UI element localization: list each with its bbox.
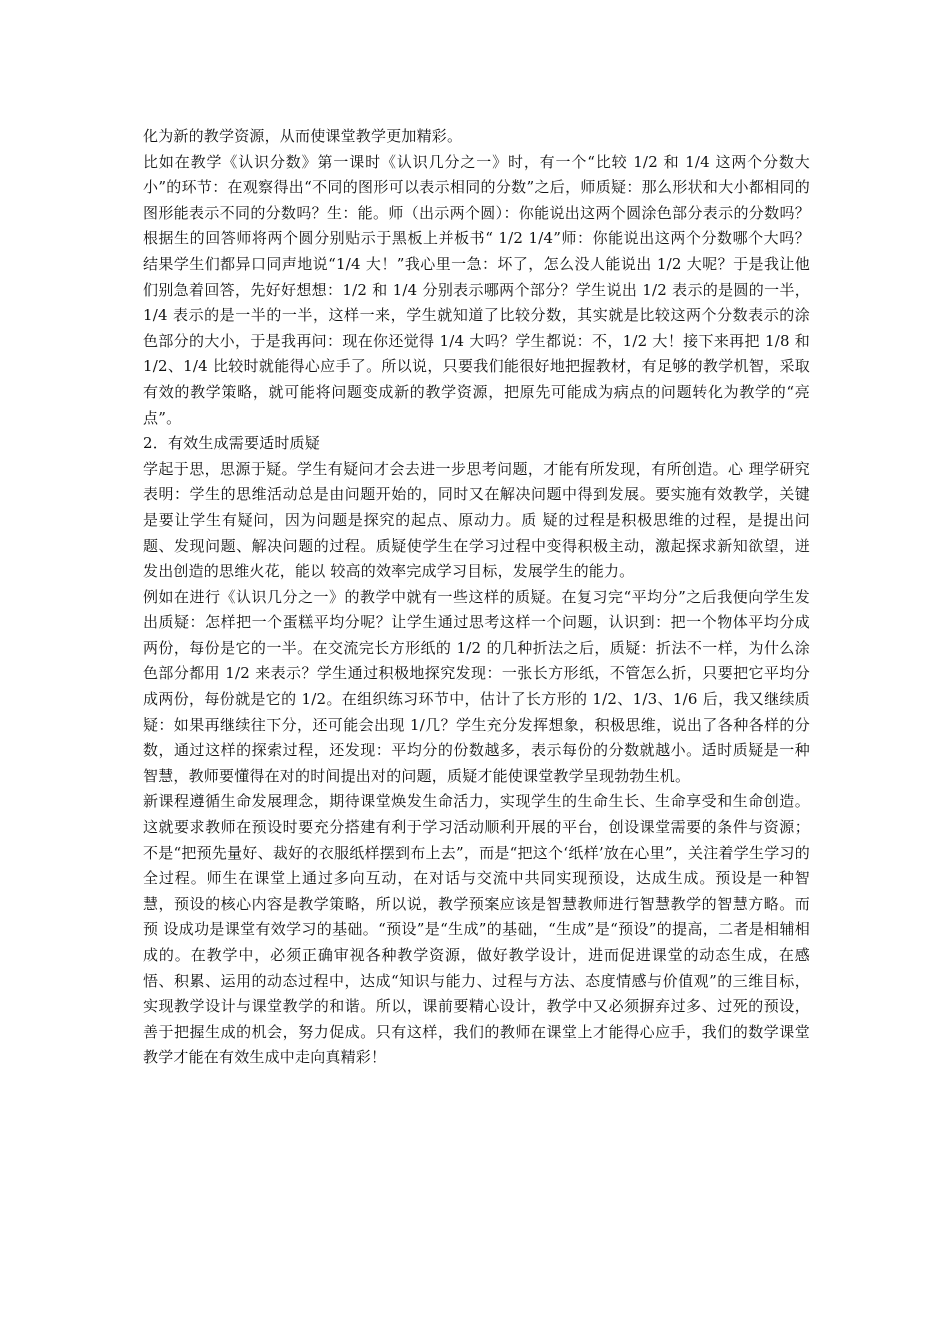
document-body: [143, 124, 810, 1071]
paragraph-questioning-theory: 学起于思，思源于疑。学生有疑问才会去进一步思考问题，才能有所发现，有所创造。心 理学研究表明：学生的思维活动总是由问题开始的，同时又在解决问题中得到发展。要实施有效教学，关键是要让学生有疑问，因为问题是探究的起点、原动力。质 疑的过程是积极思维的过程，是提出问题、发现问题、解决问题的过程。质疑使学生在学习过程中变得积极主动，激起探求新知欲望，迸发出创造的思维火花，能以 较高的效率完成学习目标，发展学生的能力。: [143, 459, 810, 581]
paragraph-continuation: 化为新的教学资源，从而使课堂教学更加精彩。: [143, 127, 463, 145]
section-heading: 2．有效生成需要适时质疑: [143, 434, 320, 453]
paragraph-conclusion: 新课程遵循生命发展理念，期待课堂焕发生命活力，实现学生的生命生长、生命享受和生命创造。这就要求教师在预设时要充分搭建有利于学习活动顺利开展的平台，创设课堂需要的条件与资源；不是“把预先量好、裁好的衣服纸样摆到布上去”，而是“把这个‘纸样’放在心里”，关注着学生学习的全过程。师生在课堂上通过多向互动，在对话与交流中共同实现预设，达成生成。预设是一种智慧，预设的核心内容是教学策略，所以说，教学预案应该是智慧教师进行智慧教学的智慧方略。而预 设成功是课堂有效学习的基础。“预设”是“生成”的基础，“生成”是“预设”的提高，二者是相辅相成的。在教学中，必须正确审视各种教学资源，做好教学设计，进而促进课堂的动态生成，在感悟、积累、运用的动态过程中，达成“知识与能力、过程与方法、态度情感与价值观”的三维目标，实现教学设计与课堂教学的和谐。所以，课前要精心设计，教学中又必须摒弃过多、过死的预设，善于把握生成的机会，努力促成。只有这样，我们的教师在课堂上才能得心应手，我们的数学课堂教学才能在有效生成中走向真精彩！: [143, 792, 810, 1067]
paragraph-example-comparing-fractions: 比如在教学《认识分数》第一课时《认识几分之一》时，有一个“比较 1/2 和 1/4 这两个分数大小”的环节：在观察得出“不同的图形可以表示相同的分数”之后，师质疑：那么形状和大小都相同的图形能表示不同的分数吗？生：能。师（出示两个圆）：你能说出这两个圆涂色部分表示的分数吗？根据生的回答师将两个圆分别贴示于黑板上并板书“ 1/2 1/4”师：你能说出这两个分数哪个大吗？结果学生们都异口同声地说“1/4 大！”我心里一急：坏了，怎么没人能说出 1/2 大呢？于是我让他们别急着回答，先好好想想：1/2 和 1/4 分别表示哪两个部分？学生说出 1/2 表示的是圆的一半，1/4 表示的是一半的一半，这样一来，学生就知道了比较分数，其实就是比较这两个分数表示的涂色部分的大小，于是我再问：现在你还觉得 1/4 大吗？学生都说：不，1/2 大！接下来再把 1/8 和 1/2、1/4 比较时就能得心应手了。所以说，只要我们能很好地把握教材，有足够的教学机智，采取有效的教学策略，就可能将问题变成新的教学资源，把原先可能成为病点的问题转化为教学的“亮点”。: [143, 152, 810, 427]
paragraph-questioning-example: 例如在进行《认识几分之一》的教学中就有一些这样的质疑。在复习完“平均分”之后我便向学生发出质疑：怎样把一个蛋糕平均分呢？让学生通过思考这样一个问题，认识到：把一个物体平均分成两份，每份是它的一半。在交流完长方形纸的 1/2 的几种折法之后，质疑：折法不一样，为什么涂色部分都用 1/2 来表示？学生通过积极地探究发现：一张长方形纸，不管怎么折，只要把它平均分成两份，每份就是它的 1/2。在组织练习环节中，估计了长方形的 1/2、1/3、1/6 后，我又继续质疑：如果再继续往下分，还可能会出现 1/几？学生充分发挥想象，积极思维，说出了各种各样的分数，通过这样的探索过程，还发现：平均分的份数越多，表示每份的分数就越小。适时质疑是一种智慧，教师要懂得在对的时间提出对的问题，质疑才能使课堂教学呈现勃勃生机。: [143, 587, 810, 785]
